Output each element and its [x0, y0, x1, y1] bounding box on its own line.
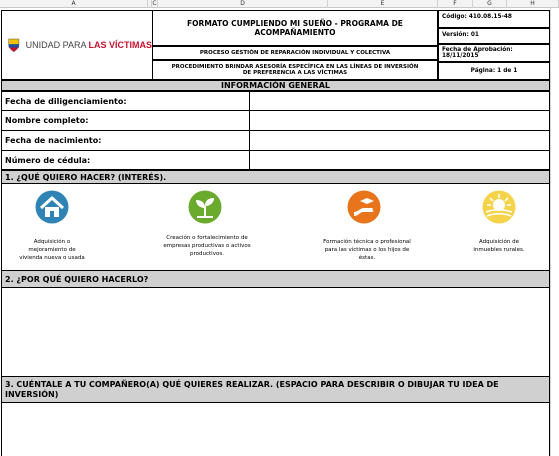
logo-cell: [1, 10, 153, 80]
page-cell: Página: 1 de 1: [438, 62, 550, 80]
q1-header: 1. ¿QUÉ QUIERO HACER? (INTERÉS).: [1, 170, 550, 184]
column-header-e[interactable]: E: [328, 0, 438, 8]
q3-answer-area[interactable]: [1, 403, 550, 456]
option-vivienda[interactable]: [17, 190, 87, 268]
fecha-diligenciamiento-label: Fecha de diligenciamiento:: [1, 91, 250, 111]
numero-cedula-input[interactable]: [249, 150, 550, 170]
q3-header: 3. CUÉNTALE A TU COMPAÑERO(A) QUÉ QUIERES REALIZAR. (ESPACIO PARA DESCRIBIR O DIBUJAR TU IDEA DE INVERSIÓN): [1, 376, 550, 403]
nombre-completo-label: Nombre completo:: [1, 110, 250, 131]
process-title: PROCESO GESTIÓN DE REPARACIÓN INDIVIDUAL Y COLECTIVA: [152, 46, 438, 60]
version-cell: Versión: 01: [438, 28, 550, 44]
option-vivienda-caption: Adquisición o mejoramiento de vivienda nueva o usada: [19, 239, 85, 261]
fecha-nacimiento-label: Fecha de nacimiento:: [1, 130, 250, 151]
option-inmuebles-rurales-caption: Adquisición de inmuebles rurales.: [473, 239, 525, 253]
numero-cedula-label: Número de cédula:: [1, 150, 250, 170]
option-inmuebles-rurales[interactable]: [464, 190, 534, 268]
q1-options-area: [1, 184, 550, 270]
option-empresas[interactable]: [157, 190, 257, 268]
column-header-c[interactable]: C: [152, 0, 157, 7]
approval-date-cell: Fecha de Aprobación: 18/11/2015: [438, 44, 550, 62]
q2-header: 2. ¿POR QUÉ QUIERO HACERLO?: [1, 270, 550, 288]
house-icon: [35, 190, 69, 224]
code-cell: Código: 410.08.15-48: [438, 10, 550, 28]
column-header-d[interactable]: D: [158, 0, 328, 8]
column-header-f[interactable]: F: [438, 0, 473, 8]
option-empresas-caption: Creación o fortalecimiento de empresas productivas o activos productivos.: [163, 235, 251, 257]
general-info-header: INFORMACIÓN GENERAL: [1, 80, 550, 91]
option-formacion[interactable]: [318, 190, 416, 268]
nombre-completo-input[interactable]: [249, 110, 550, 131]
hand-icon: [347, 190, 381, 224]
sun-field-icon: [482, 190, 516, 224]
form-title: FORMATO CUMPLIENDO MI SUEÑO - PROGRAMA DE ACOMPAÑAMIENTO: [152, 10, 438, 46]
logo-text: UNIDAD PARA LAS VÍCTIMAS: [25, 40, 152, 50]
column-header-g[interactable]: G: [473, 0, 507, 8]
sheet-gridline-right: [550, 8, 559, 456]
column-header-a[interactable]: A: [0, 0, 148, 8]
procedure-title: PROCEDIMIENTO BRINDAR ASESORÍA ESPECÍFICA EN LAS LÍNEAS DE INVERSIÓN DE PREFERENCIA A LAS VÍCTIMAS: [152, 60, 438, 80]
fecha-nacimiento-input[interactable]: [249, 130, 550, 151]
coat-of-arms-icon: [7, 36, 21, 54]
q2-answer-area[interactable]: [1, 288, 550, 376]
option-formacion-caption: Formación técnica o profesional para las víctimas o los hijos de éstas.: [323, 239, 411, 261]
plant-icon: [188, 190, 222, 224]
fecha-diligenciamiento-input[interactable]: [249, 91, 550, 111]
column-header-h[interactable]: H: [507, 0, 559, 8]
